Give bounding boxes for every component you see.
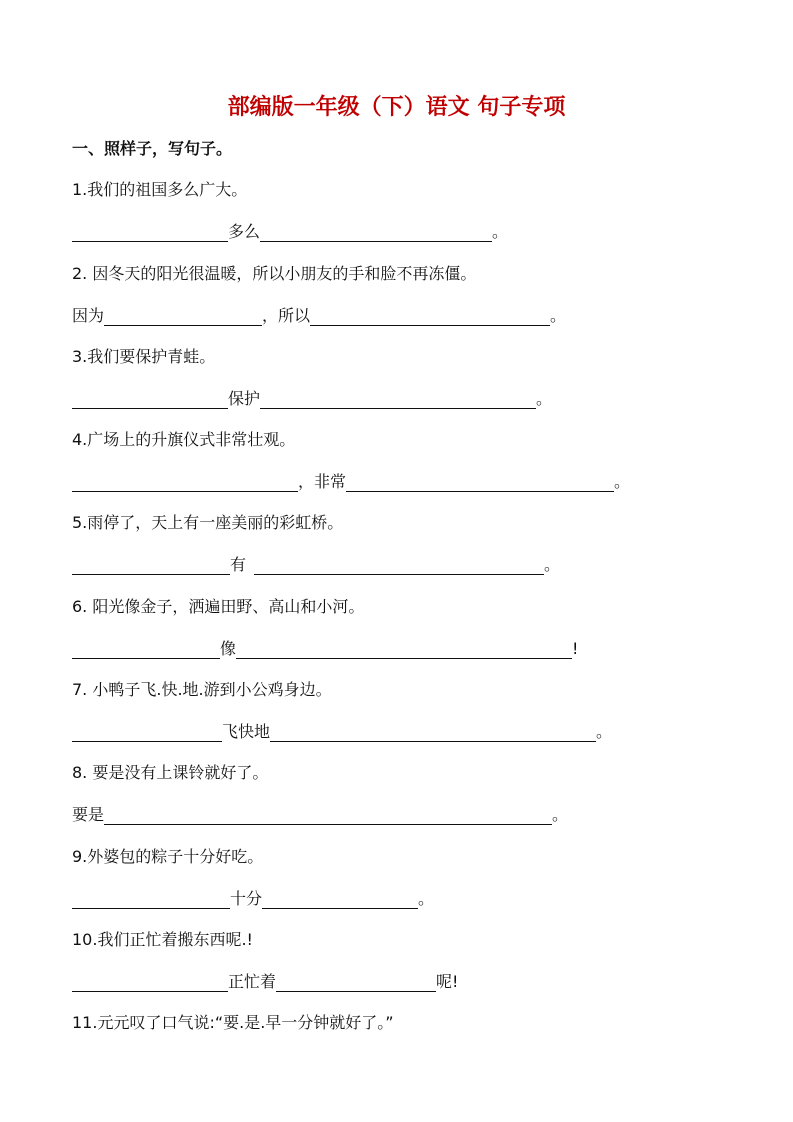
- question-11-prompt: 11.元元叹了口气说:“要.是.早一分钟就好了。”: [72, 1013, 394, 1032]
- answer-word: 正忙着: [228, 972, 277, 991]
- question-3-prompt: 3.我们要保护青蛙。: [72, 347, 216, 366]
- answer-blank[interactable]: [260, 388, 536, 409]
- question-3-answer: [72, 385, 552, 409]
- question-1-answer: [72, 218, 508, 242]
- answer-blank[interactable]: [72, 971, 228, 992]
- answer-punct: 。: [614, 472, 631, 491]
- answer-word: ，所以: [262, 306, 311, 325]
- question-10-prompt: 10.我们正忙着搬东西呢.!: [72, 930, 253, 949]
- answer-word: 像: [220, 639, 237, 658]
- answer-punct: !: [572, 639, 579, 658]
- answer-blank[interactable]: [104, 804, 552, 825]
- answer-punct: 。: [550, 306, 567, 325]
- question-5-answer: [72, 551, 560, 575]
- answer-blank[interactable]: [270, 721, 596, 742]
- answer-blank[interactable]: [310, 305, 550, 326]
- question-6-answer: [72, 635, 578, 659]
- question-9-answer: [72, 885, 434, 909]
- answer-word: 飞快地: [222, 722, 271, 741]
- answer-word: 因为: [72, 306, 105, 325]
- answer-punct: 。: [536, 389, 553, 408]
- answer-word: 十分: [230, 889, 263, 908]
- answer-blank[interactable]: [260, 221, 492, 242]
- answer-blank[interactable]: [254, 554, 544, 575]
- answer-blank[interactable]: [346, 471, 614, 492]
- answer-blank[interactable]: [72, 471, 298, 492]
- answer-blank[interactable]: [104, 305, 262, 326]
- answer-blank[interactable]: [72, 638, 220, 659]
- answer-word: 有: [230, 555, 247, 574]
- question-1-prompt: 1.我们的祖国多么广大。: [72, 180, 248, 199]
- answer-punct: 。: [552, 805, 569, 824]
- answer-punct: 呢!: [436, 972, 459, 991]
- answer-blank[interactable]: [72, 888, 230, 909]
- question-9-prompt: 9.外婆包的粽子十分好吃。: [72, 847, 264, 866]
- question-7-answer: [72, 718, 612, 742]
- question-6-prompt: 6. 阳光像金子，洒遍田野、高山和小河。: [72, 597, 365, 616]
- answer-word: 多么: [228, 222, 261, 241]
- page-title: 部编版一年级（下）语文 句子专项: [227, 95, 566, 120]
- answer-blank[interactable]: [276, 971, 436, 992]
- question-2-prompt: 2. 因冬天的阳光很温暖，所以小朋友的手和脸不再冻僵。: [72, 264, 477, 283]
- answer-word: 要是: [72, 805, 105, 824]
- question-7-prompt: 7. 小鸭子飞.快.地.游到小公鸡身边。: [72, 680, 332, 699]
- answer-blank[interactable]: [262, 888, 418, 909]
- answer-punct: 。: [596, 722, 613, 741]
- question-4-answer: [72, 468, 630, 492]
- question-10-answer: [72, 968, 458, 992]
- question-4-prompt: 4.广场上的升旗仪式非常壮观。: [72, 430, 296, 449]
- answer-blank[interactable]: [72, 554, 230, 575]
- answer-punct: 。: [418, 889, 435, 908]
- answer-punct: 。: [492, 222, 509, 241]
- answer-blank[interactable]: [72, 221, 228, 242]
- answer-punct: 。: [544, 555, 561, 574]
- answer-blank[interactable]: [72, 721, 222, 742]
- question-8-prompt: 8. 要是没有上课铃就好了。: [72, 763, 269, 782]
- section-heading: 一、照样子，写句子。: [72, 139, 233, 158]
- question-8-answer: [72, 801, 568, 825]
- question-2-answer: [72, 302, 566, 326]
- answer-word: ，非常: [298, 472, 347, 491]
- answer-blank[interactable]: [72, 388, 228, 409]
- answer-blank[interactable]: [236, 638, 572, 659]
- question-5-prompt: 5.雨停了，天上有一座美丽的彩虹桥。: [72, 513, 344, 532]
- answer-word: 保护: [228, 389, 261, 408]
